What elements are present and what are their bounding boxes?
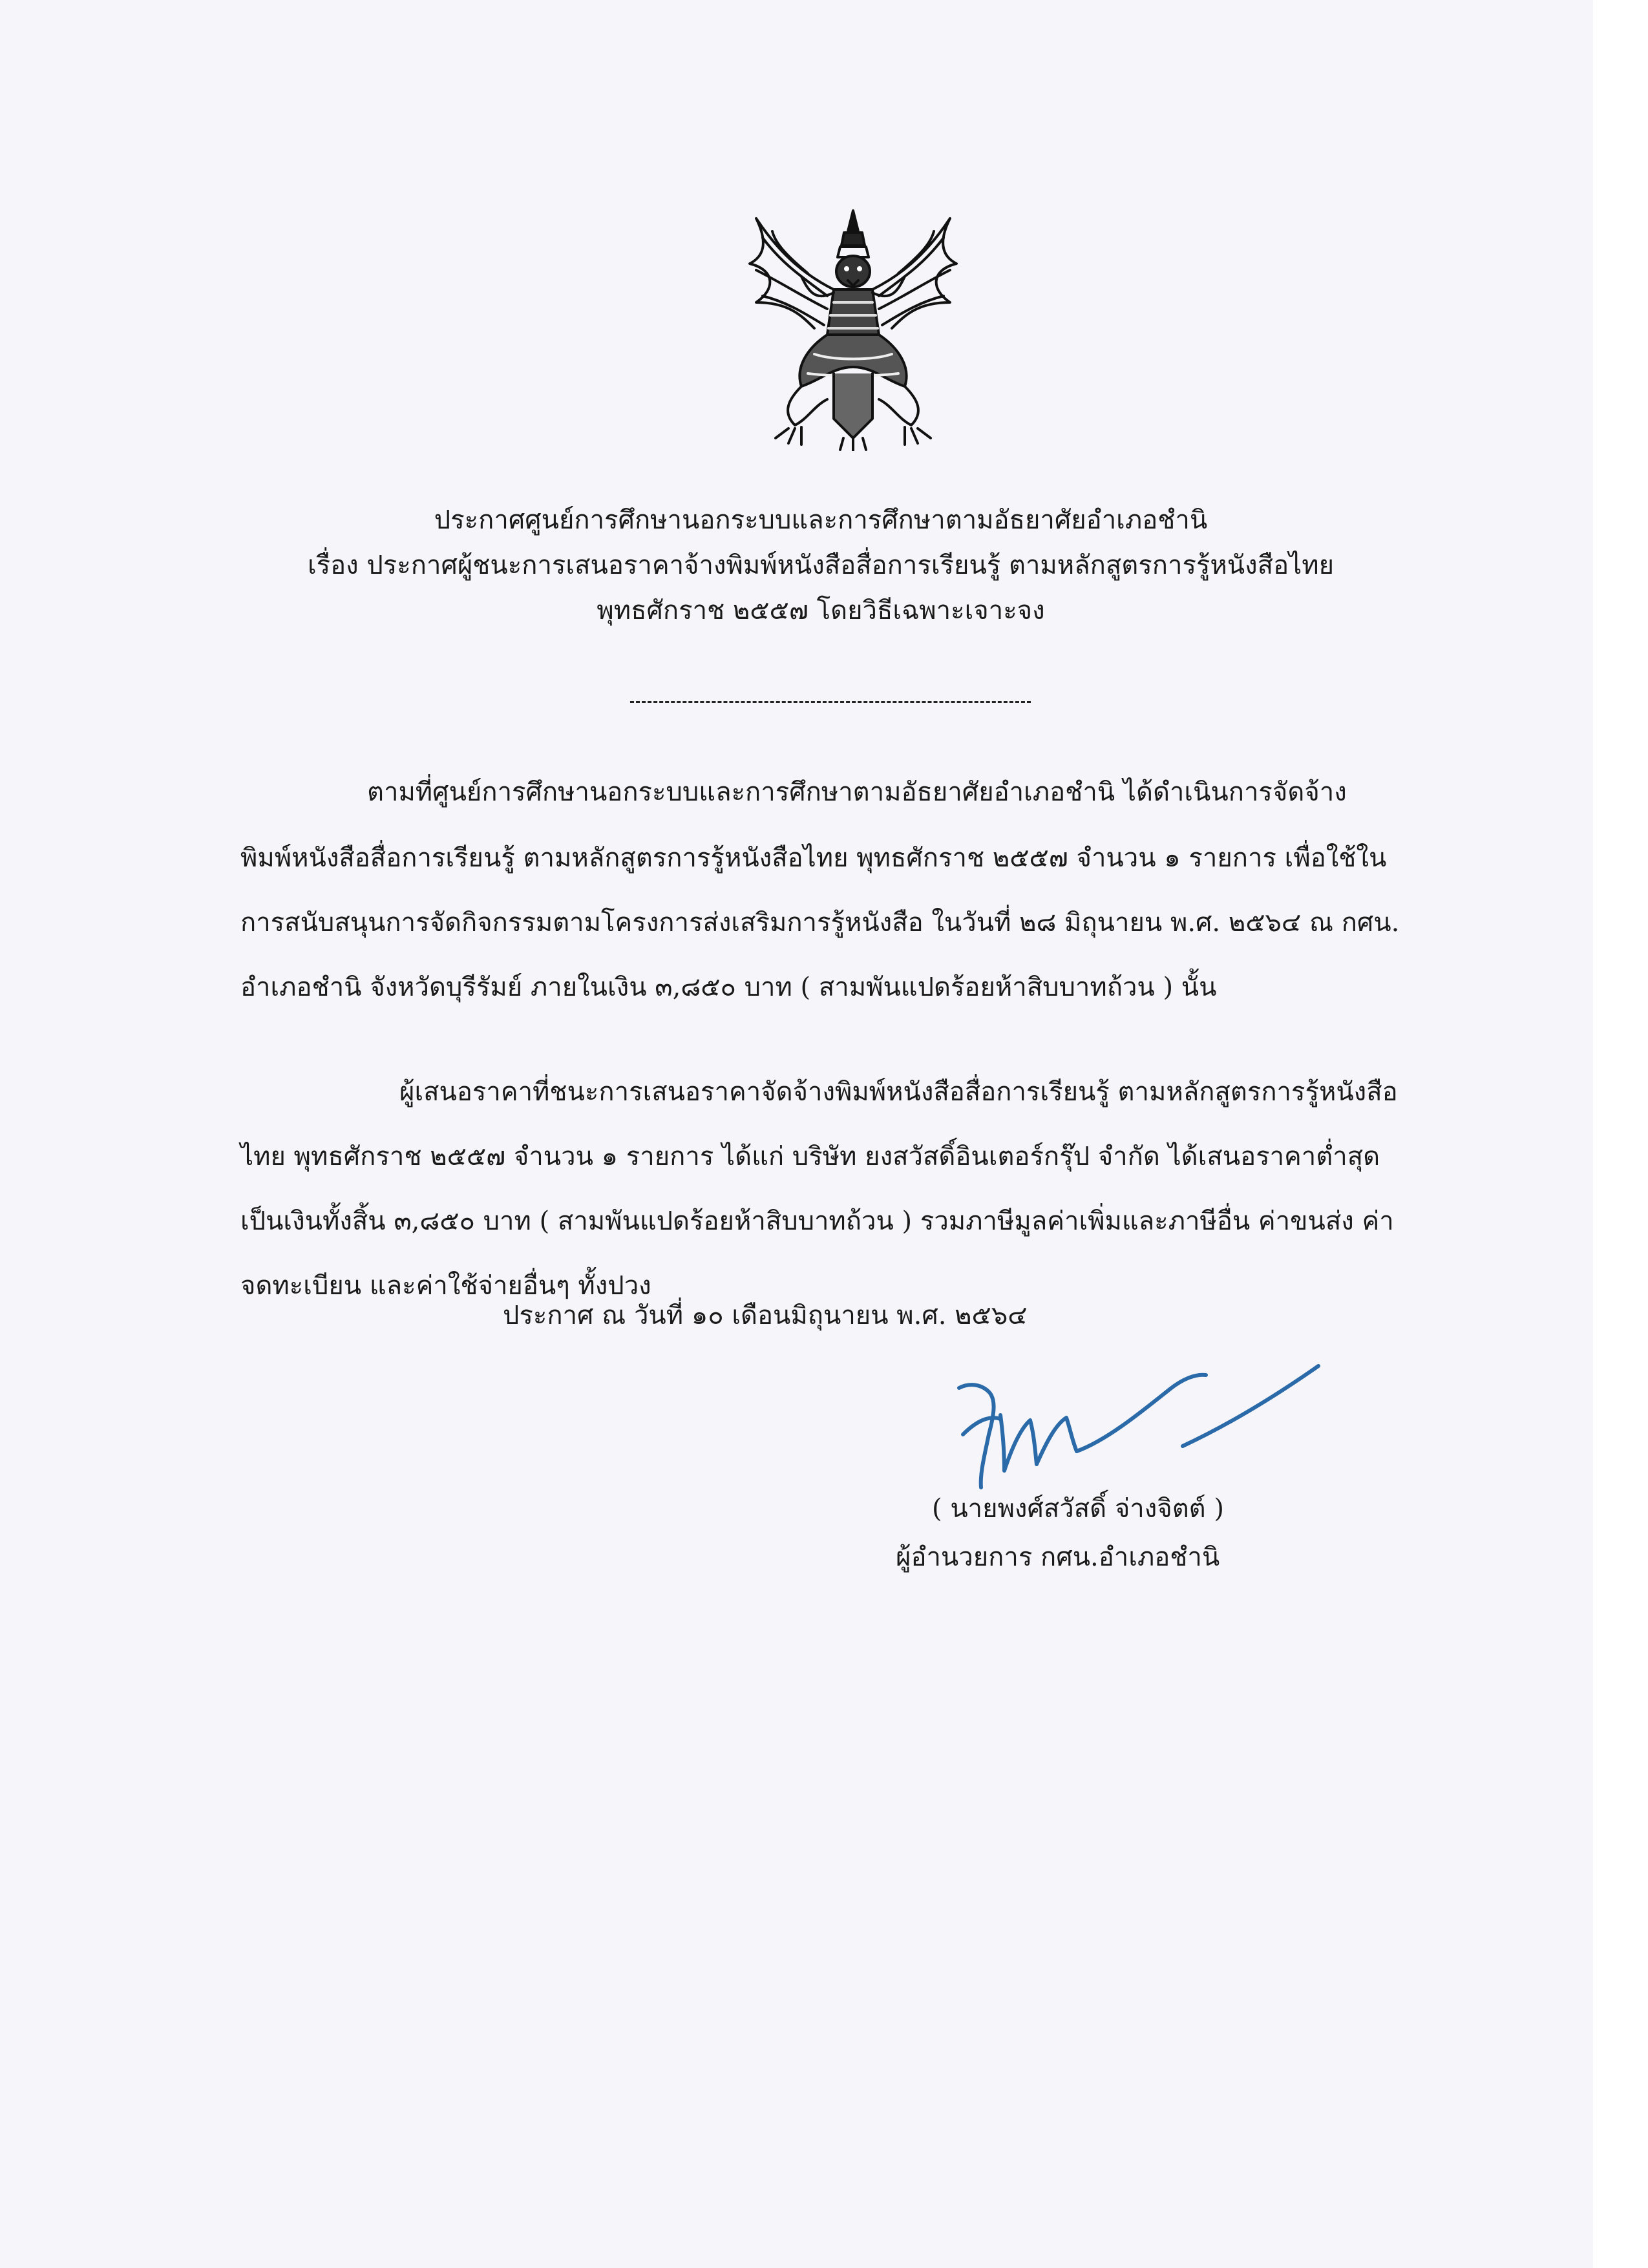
- signatory-position: ผู้อำนวยการ กศน.อำเภอชำนิ: [896, 1542, 1220, 1572]
- paragraph-1-line-2: พิมพ์หนังสือสื่อการเรียนรู้ ตามหลักสูตรการรู้หนังสือไทย พุทธศักราช ๒๕๕๗ จำนวน ๑ รายการ เพื่อใช้ใน: [240, 843, 1387, 873]
- paragraph-2-line-4: จดทะเบียน และค่าใช้จ่ายอื่นๆ ทั้งปวง: [240, 1271, 651, 1301]
- paragraph-1-line-4: อำเภอชำนิ จังหวัดบุรีรัมย์ ภายในเงิน ๓,๘๕๐ บาท ( สามพันแปดร้อยห้าสิบบาทถ้วน ) นั้น: [240, 972, 1217, 1002]
- divider: [630, 701, 1031, 703]
- paragraph-1-line-1: ตามที่ศูนย์การศึกษานอกระบบและการศึกษาตามอัธยาศัยอำเภอชำนิ ได้ดำเนินการจัดจ้าง: [367, 777, 1347, 807]
- garuda-emblem-icon: [737, 205, 969, 451]
- paragraph-2-line-1: ผู้เสนอราคาที่ชนะการเสนอราคาจัดจ้างพิมพ์หนังสือสื่อการเรียนรู้ ตามหลักสูตรการรู้หนังสือ: [399, 1077, 1398, 1107]
- announcement-title: ประกาศศูนย์การศึกษานอกระบบและการศึกษาตามอัธยาศัยอำเภอชำนิ: [434, 505, 1208, 535]
- scan-edge: [1593, 0, 1648, 2268]
- announcement-subject: เรื่อง ประกาศผู้ชนะการเสนอราคาจ้างพิมพ์หนังสือสื่อการเรียนรู้ ตามหลักสูตรการรู้หนังสือไทย: [307, 551, 1335, 580]
- paragraph-1-line-3: การสนับสนุนการจัดกิจกรรมตามโครงการส่งเสริมการรู้หนังสือ ในวันที่ ๒๘ มิถุนายน พ.ศ. ๒๕๖๔ ณ กศน.: [240, 908, 1400, 938]
- announcement-subject-continued: พุทธศักราช ๒๕๕๗ โดยวิธีเฉพาะเจาะจง: [597, 596, 1045, 625]
- handwritten-signature: [950, 1338, 1325, 1506]
- announcement-date: ประกาศ ณ วันที่ ๑๐ เดือนมิถุนายน พ.ศ. ๒๕๖๔: [503, 1301, 1028, 1330]
- paragraph-2-line-2: ไทย พุทธศักราช ๒๕๕๗ จำนวน ๑ รายการ ได้แก่ บริษัท ยงสวัสดิ์อินเตอร์กรุ๊ป จำกัด ได้เสนอราคาต่ำสุด: [240, 1142, 1380, 1171]
- paragraph-2-line-3: เป็นเงินทั้งสิ้น ๓,๘๕๐ บาท ( สามพันแปดร้อยห้าสิบบาทถ้วน ) รวมภาษีมูลค่าเพิ่มและภาษีอื่น ค่าขนส่ง ค่า: [240, 1206, 1394, 1236]
- signatory-name: ( นายพงศ์สวัสดิ์ จ่างจิตต์ ): [932, 1494, 1224, 1524]
